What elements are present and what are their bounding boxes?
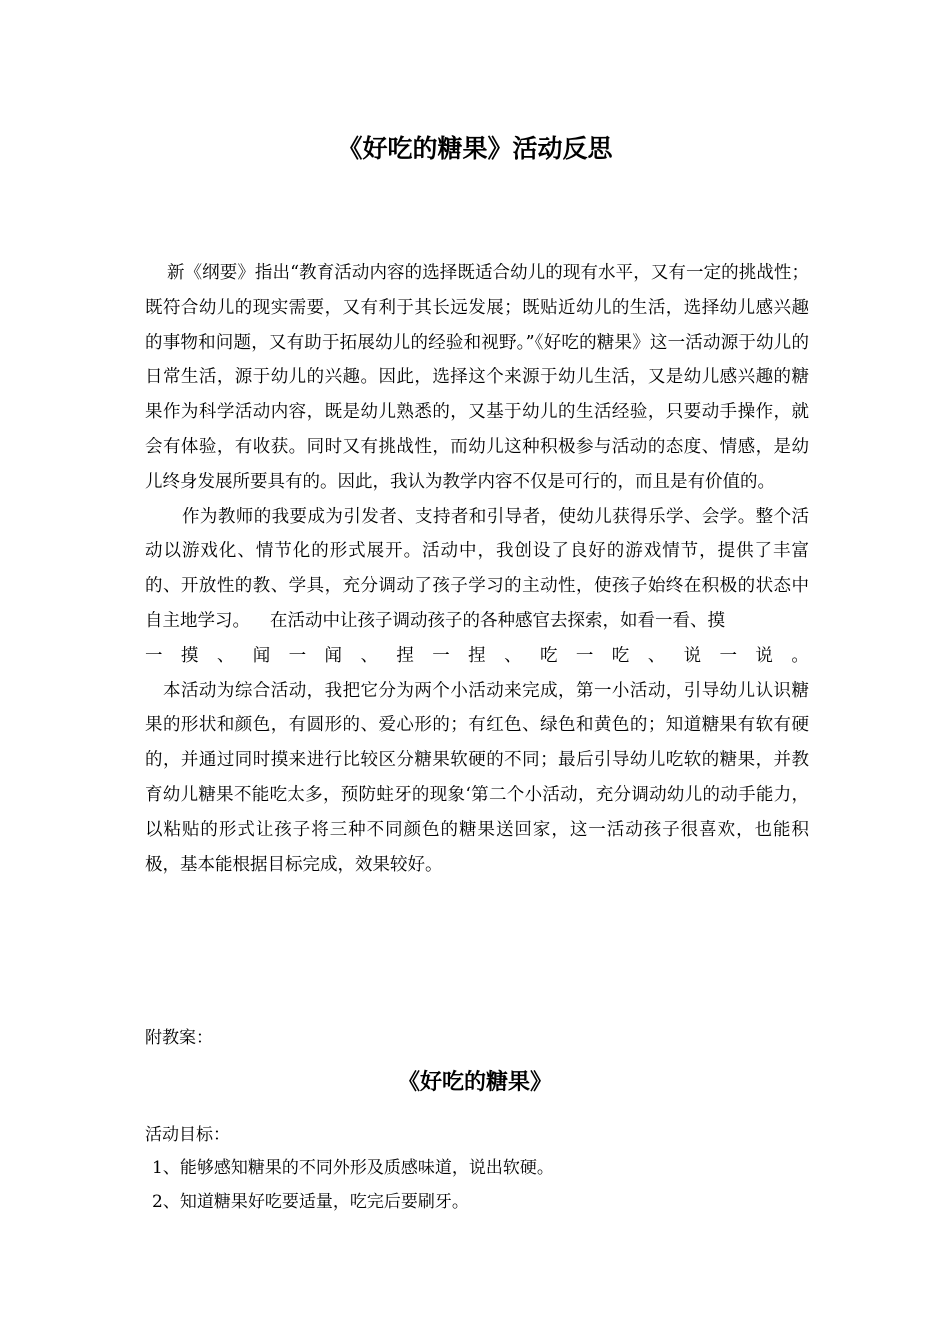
lesson-plan-title: 《好吃的糖果》 <box>397 1070 552 1095</box>
spread-char: 闻 <box>252 645 271 666</box>
spread-char: 吃 <box>611 645 630 666</box>
spread-char: 、 <box>504 645 522 666</box>
goal-item: 1、能够感知糖果的不同外形及质感味道，说出软硬。 <box>152 1158 554 1178</box>
spread-char: 、 <box>647 645 666 666</box>
spread-char: 捏 <box>396 645 414 666</box>
spread-char: 摸 <box>180 645 199 666</box>
spread-char: 一 <box>145 645 163 666</box>
reflection-body <box>145 256 809 882</box>
paragraph-2-tail: 在活动中让孩子调动孩子的各种感官去探索，如看一看、摸 <box>270 610 725 631</box>
spread-char: 一 <box>575 645 594 666</box>
spread-char: 一 <box>432 645 450 666</box>
paragraph-3: 本活动为综合活动，我把它分为两个小活动来完成，第一小活动，引导幼儿认识糖果的形状和颜色，有圆形的、爱心形的；有红色、绿色和黄色的；知道糖果有软有硬的，并通过同时摸来进行比较区分糖果软硬的不同；最后引导幼儿吃软的糖果，并教育幼儿糖果不能吃太多，预防蛀牙的现象‘第二个小活动，充分调动幼儿的动手能力，以粘贴的形式让孩子将三种不同颜色的糖果送回家，这一活动孩子很喜欢，也能积极，基本能根据目标完成，效果较好。 <box>145 680 809 875</box>
document-title: 《好吃的糖果》活动反思 <box>337 134 613 163</box>
spread-char: 一 <box>719 645 737 666</box>
spread-char: 捏 <box>468 645 486 666</box>
paragraph-2-main: 作为教师的我要成为引发者、支持者和引导者，使幼儿获得乐学、会学。整个活动以游戏化、情节化的形式展开。活动中，我创设了良好的游戏情节，提供了丰富的、开放性的教、学具，充分调动了孩子学习的主动性，使孩子始终在积极的状态中自主地学习。 <box>145 506 809 631</box>
goal-item: 2、知道糖果好吃要适量，吃完后要刷牙。 <box>152 1192 469 1212</box>
spread-char: 说 <box>683 645 702 666</box>
goals-label: 活动目标： <box>145 1125 230 1145</box>
spread-char: 说 <box>755 645 773 666</box>
spread-char: 闻 <box>324 645 343 666</box>
spread-char: 一 <box>288 645 307 666</box>
spread-char: 。 <box>791 645 809 666</box>
appendix-label: 附教案： <box>145 1028 213 1048</box>
spread-char: 、 <box>216 645 235 666</box>
justified-line <box>145 639 809 674</box>
paragraph-2 <box>145 500 809 639</box>
paragraph-1: 新《纲要》指出“教育活动内容的选择既适合幼儿的现有水平，又有一定的挑战性；既符合幼儿的现实需要，又有利于其长远发展；既贴近幼儿的生活，选择幼儿感兴趣的事物和问题，又有助于拓展幼儿的经验和视野。”《好吃的糖果》这一活动源于幼儿的日常生活，源于幼儿的兴趣。因此，选择这个来源于幼儿生活，又是幼儿感兴趣的糖果作为科学活动内容，既是幼儿熟悉的，又基于幼儿的生活经验，只要动手操作，就会有体验，有收获。同时又有挑战性，而幼儿这种积极参与活动的态度、情感，是幼儿终身发展所要具有的。因此，我认为教学内容不仅是可行的，而且是有价值的。 <box>145 263 809 492</box>
spread-char: 、 <box>360 645 378 666</box>
spread-char: 吃 <box>539 645 558 666</box>
